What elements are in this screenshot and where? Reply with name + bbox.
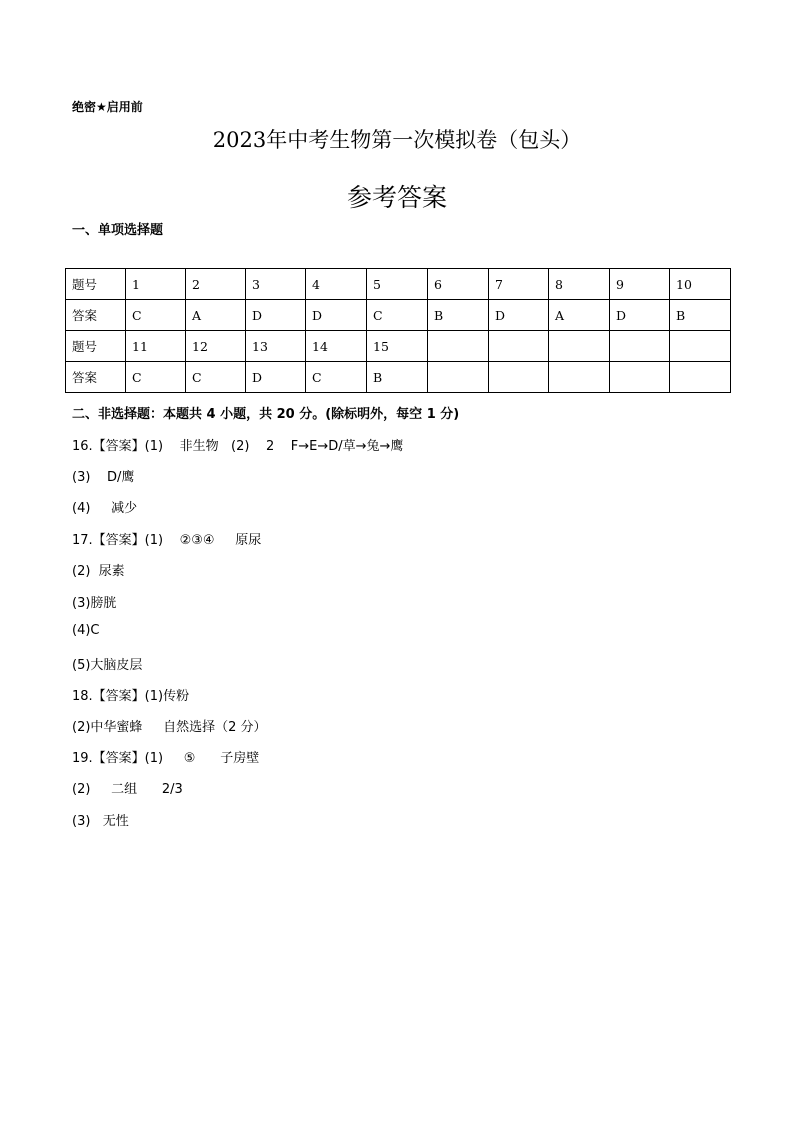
table-cell: 6 <box>428 269 489 300</box>
table-cell <box>610 362 670 393</box>
table-cell <box>670 331 731 362</box>
table-cell: C <box>186 362 246 393</box>
answer-line-19-2: (2) 二组 2/3 <box>72 782 183 797</box>
table-cell: 10 <box>670 269 731 300</box>
answer-table <box>65 268 731 393</box>
answer-line-18-1: 18.【答案】(1)传粉 <box>72 689 190 704</box>
table-cell: 9 <box>610 269 670 300</box>
table-cell: A <box>186 300 246 331</box>
answer-line-17-2: (2) 尿素 <box>72 564 125 579</box>
table-cell: 4 <box>306 269 367 300</box>
table-cell: B <box>670 300 731 331</box>
table-cell: 12 <box>186 331 246 362</box>
table-cell: 8 <box>549 269 610 300</box>
answer-line-17-4: (4)C <box>72 623 100 638</box>
answer-line-19-3: (3) 无性 <box>72 814 129 829</box>
table-cell <box>428 362 489 393</box>
table-cell: B <box>428 300 489 331</box>
table-row-header: 答案 <box>66 300 126 331</box>
table-cell: C <box>367 300 428 331</box>
table-cell <box>670 362 731 393</box>
table-cell: D <box>246 300 306 331</box>
answer-line-17-1: 17.【答案】(1) ②③④ 原尿 <box>72 533 262 548</box>
answer-line-16-1: 16.【答案】(1) 非生物 (2) 2 F→E→D/草→兔→鹰 <box>72 439 404 454</box>
table-cell: C <box>306 362 367 393</box>
page-subtitle: 参考答案 <box>346 183 447 212</box>
table-cell: 2 <box>186 269 246 300</box>
answer-line-17-3: (3)膀胱 <box>72 596 117 611</box>
table-cell: 11 <box>126 331 186 362</box>
confidential-label: 绝密★启用前 <box>72 100 143 114</box>
table-cell: 3 <box>246 269 306 300</box>
table-cell: C <box>126 300 186 331</box>
table-cell: 15 <box>367 331 428 362</box>
table-cell: B <box>367 362 428 393</box>
table-cell <box>428 331 489 362</box>
table-cell: D <box>306 300 367 331</box>
table-cell: D <box>246 362 306 393</box>
section-heading-non-choice: 二、非选择题：本题共 4 小题，共 20 分。(除标明外，每空 1 分) <box>72 407 460 422</box>
table-cell <box>610 331 670 362</box>
answer-line-18-2: (2)中华蜜蜂 自然选择（2 分） <box>72 720 267 735</box>
table-cell <box>489 331 549 362</box>
table-row <box>66 300 731 331</box>
table-cell: 13 <box>246 331 306 362</box>
table-cell: 1 <box>126 269 186 300</box>
table-row-header: 答案 <box>66 362 126 393</box>
table-row <box>66 331 731 362</box>
table-cell: 14 <box>306 331 367 362</box>
table-cell <box>489 362 549 393</box>
table-cell: 7 <box>489 269 549 300</box>
table-cell: C <box>126 362 186 393</box>
table-row-header: 题号 <box>66 331 126 362</box>
section-heading-single-choice: 一、单项选择题 <box>72 223 164 238</box>
answer-line-16-4: (4) 减少 <box>72 501 138 516</box>
table-row <box>66 362 731 393</box>
table-row <box>66 269 731 300</box>
table-cell: A <box>549 300 610 331</box>
page-title: 2023年中考生物第一次模拟卷（包头） <box>212 128 582 152</box>
answer-line-16-3: (3) D/鹰 <box>72 470 135 485</box>
answer-line-17-5: (5)大脑皮层 <box>72 658 143 673</box>
table-cell: 5 <box>367 269 428 300</box>
table-cell <box>549 331 610 362</box>
table-cell: D <box>489 300 549 331</box>
table-row-header: 题号 <box>66 269 126 300</box>
table-cell: D <box>610 300 670 331</box>
answer-line-19-1: 19.【答案】(1) ⑤ 子房壁 <box>72 751 260 766</box>
table-cell <box>549 362 610 393</box>
